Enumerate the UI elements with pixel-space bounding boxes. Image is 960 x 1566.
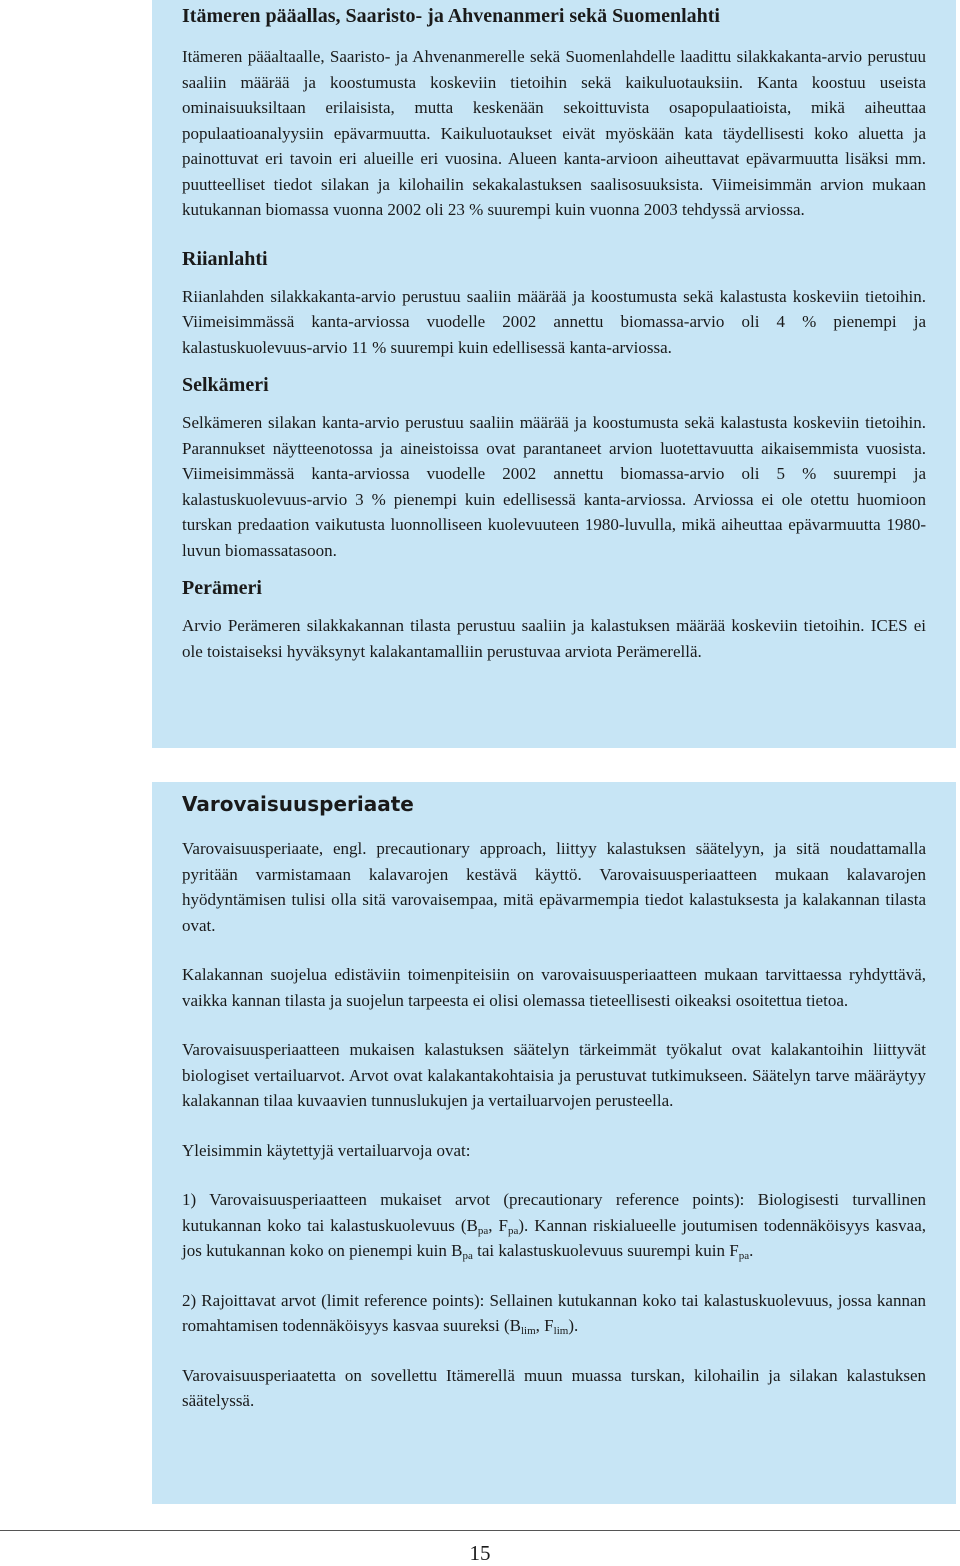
item1-text-b: , F [488, 1215, 508, 1235]
item1-subscript-2: pa [508, 1224, 519, 1237]
paaallas-paragraph: Itämeren pääaltaalle, Saaristo- ja Ahvenanmerelle sekä Suomenlahdelle laadittu silakkakanta-arvio perustuu saaliin määrää ja koostumusta koskeviin tietoihin sekä kaikuluotauksiin. Kanta koostuu useista ominaisuuksiltaan erilaisista, mutta keskenään sekoittuvista osapopulaatioista, mikä aiheuttaa populaatioanalyysiin epävarmuutta. Kaikuluotaukset eivät myöskään kata täydellisesti koko aluetta ja painottuvat eri tavoin eri alueille eri vuosina. Alueen kanta-arvioon aiheuttavat epävarmuutta lisäksi mm. puutteelliset tiedot silakan ja kilohailin sekakalastuksen saalisosuuksista. Viimeisimmän arvion mukaan kutukannan biomassa vuonna 2002 oli 23 % suurempi kuin vuonna 2003 tehdyssä arviossa. [182, 47, 926, 219]
item2-subscript-2: lim [553, 1325, 569, 1337]
info-box-top [152, 0, 956, 748]
item1-subscript-4: pa [738, 1250, 750, 1262]
item1-text-d: tai kalastuskuolevuus suurempi kuin F [472, 1241, 739, 1260]
section-title-riianlahti: Riianlahti [182, 247, 268, 270]
item2-text-c: ). [568, 1316, 579, 1335]
reference-points-item-2 [182, 1288, 926, 1339]
varovaisuus-paragraph-5: Varovaisuusperiaatetta on sovellettu Itämerellä muun muassa turskan, kilohailin ja silakan kalastuksen säätelyssä. [182, 1365, 926, 1410]
varovaisuus-paragraph-4: Yleisimmin käytettyjä vertailuarvoja ovat: [182, 1140, 471, 1160]
page-number: 15 [469, 1541, 491, 1565]
section-title-selkameri: Selkämeri [182, 374, 269, 396]
footer-divider [0, 1530, 960, 1531]
info-box-varovaisuusperiaate [152, 782, 956, 1504]
riianlahti-paragraph: Riianlahden silakkakanta-arvio perustuu saaliin määrää ja koostumusta sekä kalastusta koskeviin tietoihin. Viimeisimmässä kanta-arviossa vuodelle 2002 annettu biomassa-arvio oli 4 % pienempi ja kalastuskuolevuus-arvio 11 % suurempi kuin edellisessä kanta-arviossa. [182, 286, 926, 357]
perameri-paragraph: Arvio Perämeren silakkakannan tilasta perustuu saaliin ja kalastuksen määrää koskeviin tietoihin. ICES ei ole toistaiseksi hyväksynyt kalakantamalliin perustuvaa arviota Perämerellä. [182, 616, 926, 661]
item2-subscript-1: lim [521, 1325, 536, 1337]
section-title-varovaisuusperiaate: Varovaisuusperiaate [182, 792, 414, 816]
varovaisuus-paragraph-2: Kalakannan suojelua edistäviin toimenpiteisiin on varovaisuusperiaatteen mukaan tarvittaessa ryhdyttävä, vaikka kannan tilasta ja suojelun tarpeesta ei olisi olemassa tieteellisesti oikeaksi osoitettua tietoa. [182, 965, 926, 1010]
item1-text-a: 1) Varovaisuusperiaatteen mukaiset arvot (precautionary reference points): Biologisesti turvallinen kutukannan koko tai kalastuskuolevuus (B [182, 1190, 926, 1235]
varovaisuus-paragraph-1: Varovaisuusperiaate, engl. precautionary approach, liittyy kalastuksen säätelyyn, ja sitä noudattamalla pyritään varmistamaan kalavarojen kestävä käyttö. Varovaisuusperiaatteen mukaan kalavarojen hyödyntämisen tulisi olla sitä varovaisempaa, mitä epävarmempia tiedot kalastuksesta ja kalakannan tilasta ovat. [182, 839, 926, 935]
item1-text-e: . [749, 1241, 754, 1260]
item1-text-c: ). Kannan riskialueelle joutumisen todennäköisyys kasvaa, jos kutukannan koko on pienempi kuin B [182, 1215, 926, 1260]
item2-text-b: , F [535, 1316, 554, 1335]
reference-points-item-1 [182, 1187, 926, 1264]
item2-text-a: 2) Rajoittavat arvot (limit reference points): Sellainen kutukannan koko tai kalastuskuolevuus, jossa kannan romahtamisen todennäköisyys kasvaa suureksi (B [182, 1290, 926, 1335]
section-title-perameri: Perämeri [182, 577, 262, 599]
item1-subscript-3: pa [462, 1250, 473, 1262]
item1-subscript-1: pa [477, 1224, 489, 1237]
varovaisuus-paragraph-3: Varovaisuusperiaatteen mukaisen kalastuksen säätelyn tärkeimmät työkalut ovat kalakantoihin liittyvät biologiset vertailuarvot. Arvot ovat kalakantakohtaisia ja perustuvat tutkimukseen. Säätelyn tarve määräytyy kalakannan tilaa kuvaavien tunnuslukujen ja vertailuarvojen perusteella. [182, 1040, 926, 1110]
selkameri-paragraph: Selkämeren silakan kanta-arvio perustuu saaliin määrää ja koostumusta sekä kalastusta koskeviin tietoihin. Parannukset näytteenotossa ja aineistoissa ovat parantaneet arvion luotettavuutta aikaisemmista vuosista. Viimeisimmässä kanta-arviossa vuodelle 2002 annettu biomassa-arvio oli 5 % suurempi ja kalastuskuolevuus-arvio 3 % pienempi kuin edellisessä kanta-arviossa. Arviossa ei ole otettu huomioon turskan predaation vaikutusta luonnolliseen kuolevuuteen 1980-luvulla, mikä aiheuttaa epävarmuutta 1980-luvun biomassatasoon. [182, 413, 926, 560]
section-title-paaallas: Itämeren pääallas, Saaristo- ja Ahvenanmeri sekä Suomenlahti [182, 5, 720, 27]
